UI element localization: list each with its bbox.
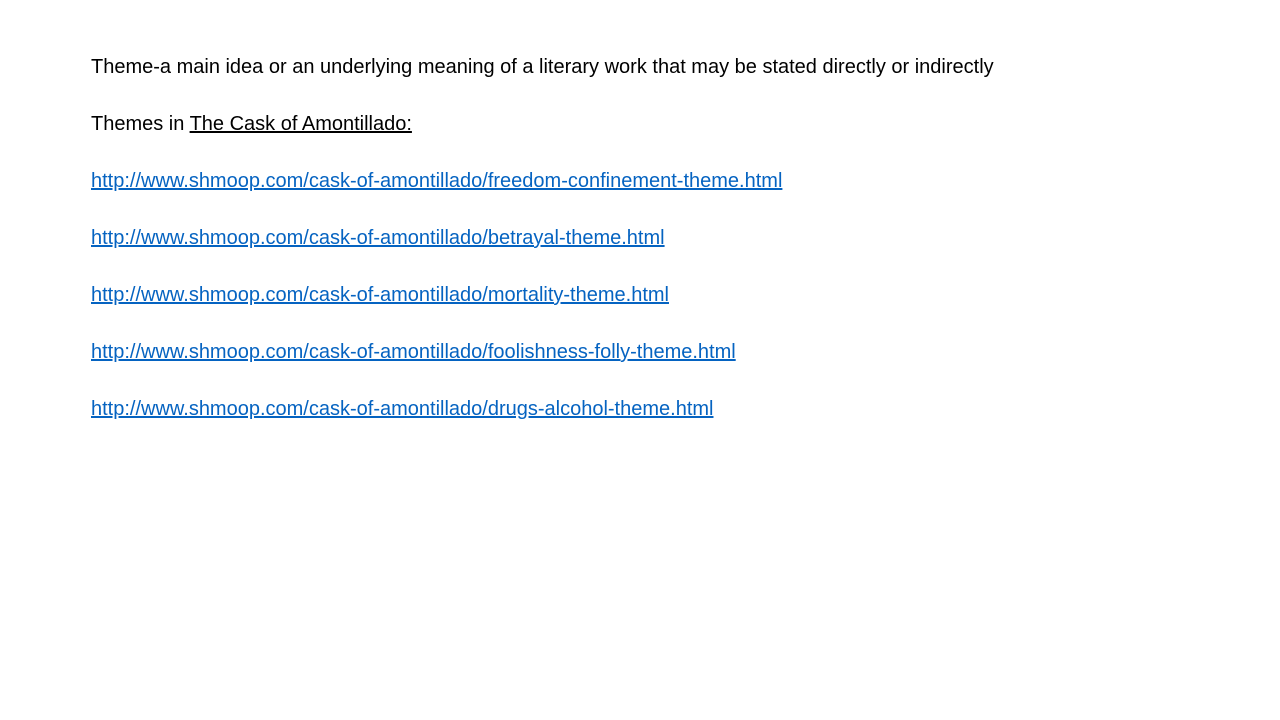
link-foolishness-folly[interactable]: http://www.shmoop.com/cask-of-amontillado/foolishness-folly-theme.html [91, 341, 736, 363]
theme-definition: Theme-a main idea or an underlying meaning of a literary work that may be stated directly or indirectly [91, 56, 994, 78]
link-row [91, 338, 1211, 366]
themes-heading [91, 110, 1211, 138]
link-betrayal[interactable]: http://www.shmoop.com/cask-of-amontillado/betrayal-theme.html [91, 227, 665, 249]
themes-prefix: Themes in [91, 113, 190, 135]
link-drugs-alcohol[interactable]: http://www.shmoop.com/cask-of-amontillado/drugs-alcohol-theme.html [91, 398, 714, 420]
link-row [91, 224, 1211, 252]
link-row [91, 167, 1211, 195]
link-row [91, 395, 1211, 423]
work-title: The Cask of Amontillado: [189, 113, 412, 135]
link-row [91, 281, 1211, 309]
slide-content [91, 53, 1211, 452]
link-freedom-confinement[interactable]: http://www.shmoop.com/cask-of-amontillado/freedom-confinement-theme.html [91, 170, 783, 192]
link-mortality[interactable]: http://www.shmoop.com/cask-of-amontillado/mortality-theme.html [91, 284, 669, 306]
